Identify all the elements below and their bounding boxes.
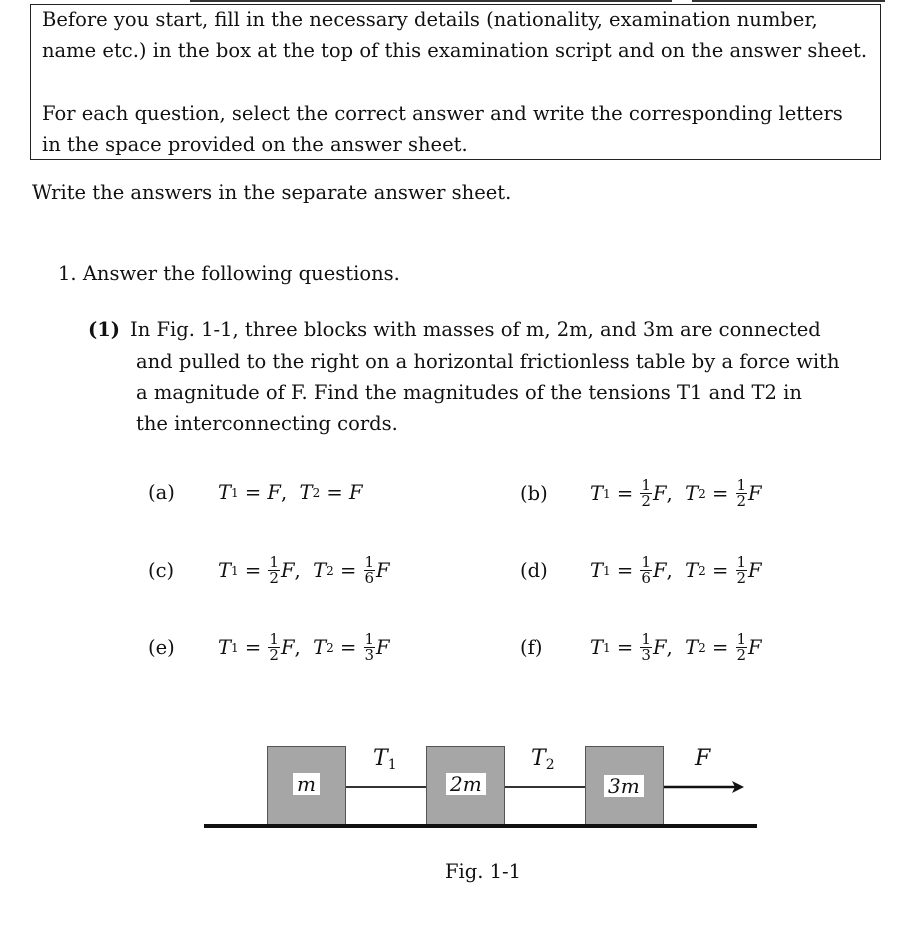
fraction-denominator: 2 bbox=[269, 646, 279, 664]
force-label: F bbox=[695, 746, 711, 771]
option-b[interactable]: (b) T 1 = $\frac{1}{2}$ F , T 2 = $\frac{1}{2}$ F bbox=[520, 476, 762, 510]
option-a-t2: F bbox=[348, 481, 363, 504]
block-2m-label: 2m bbox=[446, 773, 486, 795]
option-d[interactable]: (d) T 1 = $\frac{1}{6}$ F , T 2 = $\frac{1}{2}$ F bbox=[520, 553, 762, 587]
fraction-numerator: 1 bbox=[364, 630, 375, 648]
fraction-denominator: 3 bbox=[364, 646, 375, 664]
fraction-numerator: 1 bbox=[641, 553, 651, 571]
figure-caption: Fig. 1-1 bbox=[445, 860, 522, 883]
instruction-line-4: in the space provided on the answer sheet. bbox=[42, 133, 468, 156]
question-text-line-1: In Fig. 1-1, three blocks with masses of m, 2m, and 3m are connected bbox=[130, 318, 821, 341]
fraction-numerator: 1 bbox=[641, 476, 651, 494]
header-box-edge-right bbox=[692, 0, 885, 2]
question-number: 1. bbox=[58, 262, 77, 285]
block-m-label: m bbox=[293, 773, 320, 795]
fraction-denominator: 2 bbox=[641, 492, 651, 510]
table-surface bbox=[204, 824, 757, 828]
cord-2 bbox=[504, 786, 586, 788]
tension-1-label: $T_1$ bbox=[373, 746, 397, 773]
fraction-numerator: 1 bbox=[364, 553, 375, 571]
question-text-line-2: and pulled to the right on a horizontal frictionless table by a force with bbox=[136, 350, 840, 373]
option-e[interactable]: (e) T 1 = $\frac{1}{2}$ F , T 2 = $\frac{1}{3}$ F bbox=[148, 630, 390, 664]
fraction-numerator: 1 bbox=[736, 553, 747, 571]
question-heading-text: Answer the following questions. bbox=[82, 262, 400, 285]
option-a-t1: F bbox=[267, 481, 281, 504]
fraction-denominator: 6 bbox=[641, 569, 651, 587]
option-label: (d) bbox=[520, 558, 548, 582]
fraction-denominator: 2 bbox=[736, 569, 747, 587]
header-box-edge-left bbox=[190, 0, 672, 2]
option-label: (b) bbox=[520, 481, 548, 505]
instruction-line-1: Before you start, fill in the necessary details (nationality, examination number, bbox=[42, 8, 818, 31]
fraction-denominator: 3 bbox=[641, 646, 651, 664]
question-text-line-3: a magnitude of F. Find the magnitudes of the tensions T1 and T2 in bbox=[136, 381, 802, 404]
subquestion-number: (1) bbox=[88, 318, 121, 341]
option-c[interactable]: (c) T 1 = $\frac{1}{2}$ F , T 2 = $\frac{1}{6}$ F bbox=[148, 553, 390, 587]
force-arrow-icon bbox=[664, 778, 746, 796]
fraction-denominator: 2 bbox=[736, 492, 747, 510]
option-f[interactable]: (f) T 1 = $\frac{1}{3}$ F , T 2 = $\frac{1}{2}$ F bbox=[520, 630, 762, 664]
block-3m-label: 3m bbox=[604, 775, 644, 797]
option-label: (e) bbox=[148, 635, 175, 659]
fraction-numerator: 1 bbox=[641, 630, 651, 648]
fraction-denominator: 2 bbox=[269, 569, 279, 587]
question-heading bbox=[58, 262, 400, 286]
option-label: (a) bbox=[148, 481, 175, 504]
fraction-denominator: 2 bbox=[736, 646, 747, 664]
instruction-line-3: For each question, select the correct answer and write the corresponding letters bbox=[42, 102, 843, 125]
cord-1 bbox=[346, 786, 426, 788]
fraction-numerator: 1 bbox=[269, 630, 279, 648]
question-text-line-4: the interconnecting cords. bbox=[136, 412, 398, 435]
option-label: (c) bbox=[148, 558, 175, 582]
tension-2-label: $T_2$ bbox=[531, 746, 555, 773]
answer-note: Write the answers in the separate answer sheet. bbox=[32, 181, 512, 204]
fraction-numerator: 1 bbox=[736, 630, 747, 648]
option-a[interactable]: (a) T 1 = F , T 2 = F bbox=[148, 478, 362, 508]
fraction-numerator: 1 bbox=[736, 476, 747, 494]
fraction-denominator: 6 bbox=[364, 569, 375, 587]
option-label: (f) bbox=[520, 635, 543, 659]
instruction-line-2: name etc.) in the box at the top of this examination script and on the answer sheet. bbox=[42, 39, 868, 62]
fraction-numerator: 1 bbox=[269, 553, 279, 571]
